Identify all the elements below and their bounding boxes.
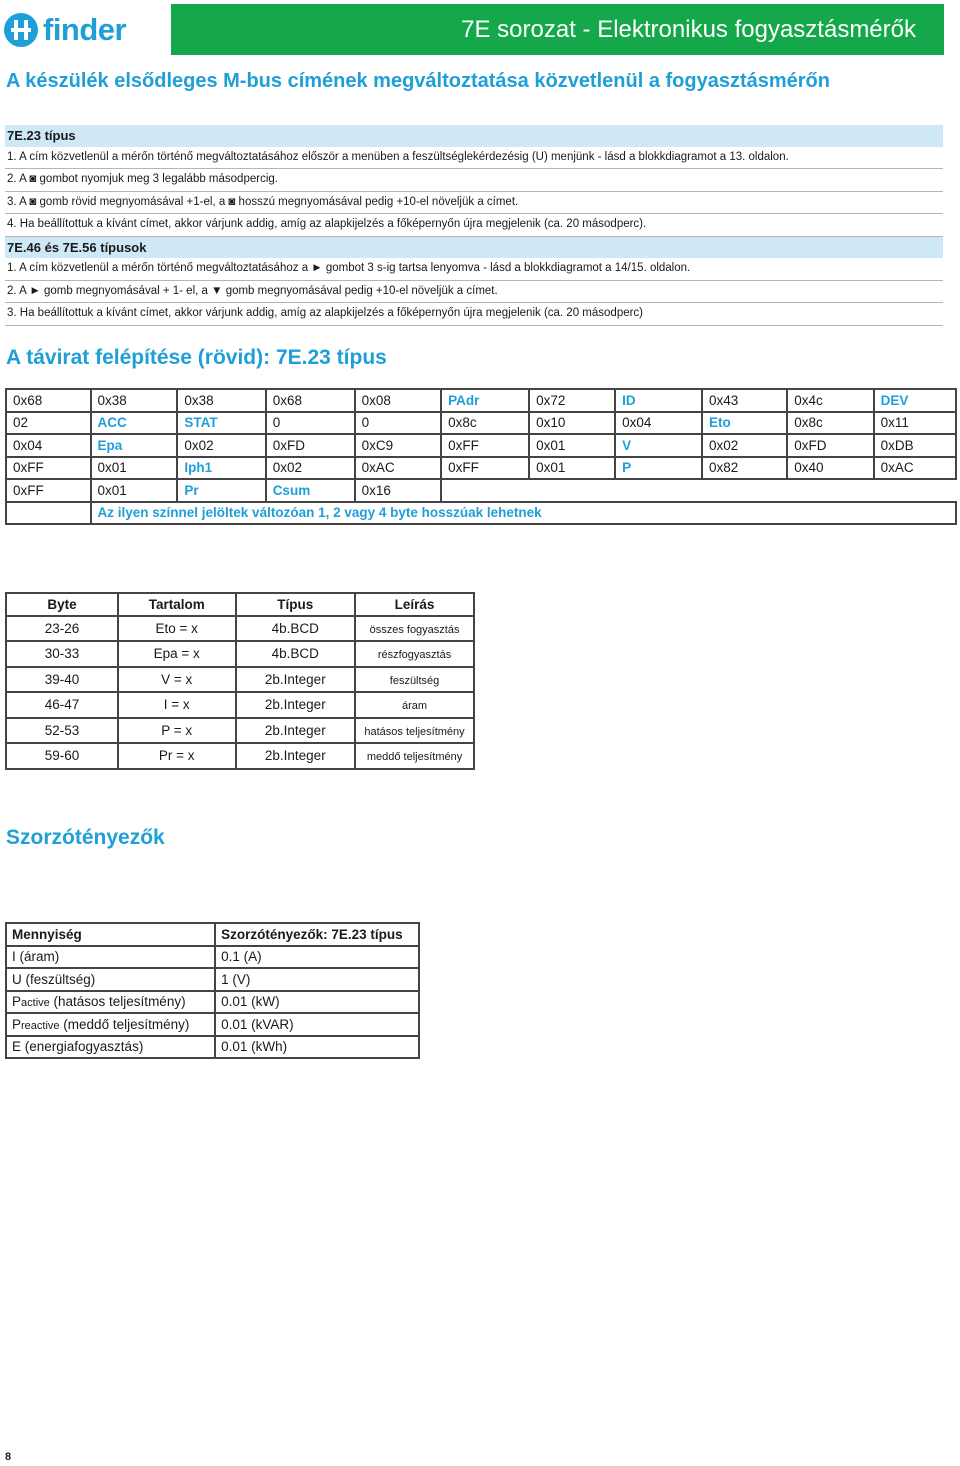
type-cell: 4b.BCD xyxy=(236,641,356,667)
quantity-cell xyxy=(6,1013,215,1036)
instructions-subheader: 7E.23 típus xyxy=(5,125,943,147)
finder-logo xyxy=(4,10,126,50)
factor-cell: 0.01 (kW) xyxy=(215,991,419,1014)
byte-cell: 23-26 xyxy=(6,616,118,642)
telegram-cell: STAT xyxy=(177,412,265,435)
telegram-cell: 0xFD xyxy=(787,434,873,457)
bytes-header-type: Típus xyxy=(236,593,356,616)
telegram-cell: 0x08 xyxy=(355,389,442,412)
description-cell: meddő teljesítmény xyxy=(355,743,474,769)
telegram-cell: 0x43 xyxy=(702,389,787,412)
telegram-cell: 0x10 xyxy=(529,412,615,435)
telegram-cell: 0x68 xyxy=(266,389,355,412)
bytes-header-description: Leírás xyxy=(355,593,474,616)
telegram-cell: DEV xyxy=(874,389,956,412)
telegram-cell: 0x01 xyxy=(91,457,178,480)
telegram-note: Az ilyen színnel jelöltek változóan 1, 2 vagy 4 byte hosszúak lehetnek xyxy=(91,502,956,525)
multiplier-row xyxy=(6,991,419,1014)
telegram-cell: 0x68 xyxy=(6,389,91,412)
telegram-cell: 0xAC xyxy=(355,457,442,480)
type-cell: 2b.Integer xyxy=(236,667,356,693)
telegram-note-row xyxy=(6,502,956,525)
content-cell: V = x xyxy=(118,667,236,693)
telegram-cell: Eto xyxy=(702,412,787,435)
telegram-cell: 0x8c xyxy=(787,412,873,435)
telegram-cell: 0xAC xyxy=(874,457,956,480)
instruction-row: 1. A cím közvetlenül a mérőn történő megváltoztatásához a ► gombot 3 s-ig tartsa lenyomva - lásd a blokkdiagramot a 14/15. oldalon. xyxy=(5,258,943,281)
type-cell: 4b.BCD xyxy=(236,616,356,642)
telegram-cell: 0x16 xyxy=(355,479,442,502)
telegram-cell: 0 xyxy=(266,412,355,435)
factor-cell: 0.1 (A) xyxy=(215,946,419,969)
telegram-table xyxy=(5,388,957,525)
mult-header-quantity: Mennyiség xyxy=(6,923,215,946)
telegram-cell: Pr xyxy=(177,479,265,502)
telegram-cell xyxy=(529,479,615,502)
instructions-list xyxy=(5,125,943,326)
telegram-cell: 0xC9 xyxy=(355,434,442,457)
byte-cell: 30-33 xyxy=(6,641,118,667)
instruction-row: 3. A ◙ gomb rövid megnyomásával +1-el, a ◙ hosszú megnyomásával pedig +10-el növeljük a címet. xyxy=(5,192,943,215)
quantity-description: (meddő teljesítmény) xyxy=(59,1016,190,1032)
telegram-note-spacer xyxy=(6,502,91,525)
telegram-cell: 0x02 xyxy=(702,434,787,457)
multiplier-row xyxy=(6,1036,419,1059)
telegram-row xyxy=(6,389,956,412)
telegram-cell: 0x04 xyxy=(6,434,91,457)
instruction-row: 1. A cím közvetlenül a mérőn történő megváltoztatásához először a menüben a feszültséglekérdezésig (U) menjünk - lásd a blokkdiagramot a 13. oldalon. xyxy=(5,147,943,170)
bytes-row xyxy=(6,692,474,718)
description-cell: áram xyxy=(355,692,474,718)
factor-cell: 0.01 (kVAR) xyxy=(215,1013,419,1036)
quantity-description: (hatásos teljesítmény) xyxy=(49,994,186,1010)
byte-cell: 39-40 xyxy=(6,667,118,693)
quantity-cell xyxy=(6,946,215,969)
telegram-cell: 0x02 xyxy=(266,457,355,480)
byte-cell: 59-60 xyxy=(6,743,118,769)
quantity-main: I (áram) xyxy=(12,949,60,965)
telegram-cell: PAdr xyxy=(441,389,529,412)
telegram-cell: 0x01 xyxy=(91,479,178,502)
header-title: 7E sorozat - Elektronikus fogyasztásmérők xyxy=(461,15,916,43)
telegram-cell xyxy=(787,479,873,502)
telegram-cell: ID xyxy=(615,389,702,412)
multiplier-row xyxy=(6,946,419,969)
description-cell: feszültség xyxy=(355,667,474,693)
content-cell: I = x xyxy=(118,692,236,718)
telegram-cell: 0x38 xyxy=(177,389,265,412)
description-cell: részfogyasztás xyxy=(355,641,474,667)
telegram-cell xyxy=(874,479,956,502)
instruction-row: 3. Ha beállítottuk a kívánt címet, akkor várjunk addig, amíg az alapkijelzés a főképernyőn újra megjelenik (ca. 20 másodperc) xyxy=(5,303,943,326)
telegram-cell: 0xFF xyxy=(441,457,529,480)
telegram-cell xyxy=(702,479,787,502)
mult-header-factor: Szorzótényezők: 7E.23 típus xyxy=(215,923,419,946)
bytes-row xyxy=(6,743,474,769)
telegram-cell: 0x01 xyxy=(529,434,615,457)
quantity-cell xyxy=(6,1036,215,1059)
multiplier-row xyxy=(6,968,419,991)
multiplier-row xyxy=(6,1013,419,1036)
factor-cell: 1 (V) xyxy=(215,968,419,991)
factor-cell: 0.01 (kWh) xyxy=(215,1036,419,1059)
bytes-row xyxy=(6,718,474,744)
telegram-cell: V xyxy=(615,434,702,457)
content-cell: P = x xyxy=(118,718,236,744)
description-cell: hatásos teljesítmény xyxy=(355,718,474,744)
instruction-row: 4. Ha beállítottuk a kívánt címet, akkor várjunk addig, amíg az alapkijelzés a főképernyőn újra megjelenik (ca. 20 másodperc). xyxy=(5,214,943,237)
description-cell: összes fogyasztás xyxy=(355,616,474,642)
type-cell: 2b.Integer xyxy=(236,743,356,769)
instructions-subheader: 7E.46 és 7E.56 típusok xyxy=(5,237,943,259)
section3-title: Szorzótényezők xyxy=(6,826,165,849)
telegram-cell: 0x02 xyxy=(177,434,265,457)
bytes-header-content: Tartalom xyxy=(118,593,236,616)
quantity-cell xyxy=(6,968,215,991)
telegram-cell: 0x40 xyxy=(787,457,873,480)
telegram-cell: Csum xyxy=(266,479,355,502)
telegram-cell: 0x8c xyxy=(441,412,529,435)
quantity-main: P xyxy=(12,994,22,1010)
content-cell: Eto = x xyxy=(118,616,236,642)
instruction-row: 2. A ◙ gombot nyomjuk meg 3 legalább másodpercig. xyxy=(5,169,943,192)
telegram-cell: 0xFF xyxy=(441,434,529,457)
finder-logo-icon xyxy=(4,13,38,47)
content-cell: Epa = x xyxy=(118,641,236,667)
bytes-row xyxy=(6,667,474,693)
quantity-main: E (energiafogyasztás) xyxy=(12,1039,144,1055)
telegram-cell: 0xDB xyxy=(874,434,956,457)
telegram-row xyxy=(6,479,956,502)
section1-title: A készülék elsődleges M-bus címének megváltoztatása közvetlenül a fogyasztásmérőn xyxy=(6,70,830,92)
bytes-table xyxy=(5,592,475,770)
telegram-cell: 02 xyxy=(6,412,91,435)
type-cell: 2b.Integer xyxy=(236,692,356,718)
telegram-cell: Iph1 xyxy=(177,457,265,480)
telegram-cell: 0x72 xyxy=(529,389,615,412)
telegram-cell xyxy=(441,479,529,502)
bytes-row xyxy=(6,641,474,667)
telegram-cell xyxy=(615,479,702,502)
header-title-band xyxy=(171,4,944,55)
type-cell: 2b.Integer xyxy=(236,718,356,744)
telegram-cell: 0x82 xyxy=(702,457,787,480)
page-number: 8 xyxy=(5,1451,12,1463)
content-cell: Pr = x xyxy=(118,743,236,769)
quantity-main: P xyxy=(12,1016,22,1032)
telegram-cell: 0 xyxy=(355,412,442,435)
telegram-cell: 0xFF xyxy=(6,479,91,502)
byte-cell: 52-53 xyxy=(6,718,118,744)
instruction-row: 2. A ► gomb megnyomásával + 1- el, a ▼ gomb megnyomásával pedig +10-el növeljük a címet. xyxy=(5,281,943,304)
telegram-cell: 0x4c xyxy=(787,389,873,412)
multiplier-table xyxy=(5,922,420,1059)
telegram-cell: 0x11 xyxy=(874,412,956,435)
telegram-row xyxy=(6,457,956,480)
telegram-cell: 0x04 xyxy=(615,412,702,435)
telegram-row xyxy=(6,412,956,435)
telegram-cell: 0x38 xyxy=(91,389,178,412)
telegram-cell: 0xFD xyxy=(266,434,355,457)
logo-text: finder xyxy=(43,12,127,47)
telegram-cell: ACC xyxy=(91,412,178,435)
telegram-cell: Epa xyxy=(91,434,178,457)
telegram-cell: P xyxy=(615,457,702,480)
bytes-header-byte: Byte xyxy=(6,593,118,616)
telegram-cell: 0xFF xyxy=(6,457,91,480)
quantity-main: U (feszültség) xyxy=(12,971,96,987)
quantity-subscript: reactive xyxy=(21,1019,60,1032)
byte-cell: 46-47 xyxy=(6,692,118,718)
telegram-cell: 0x01 xyxy=(529,457,615,480)
bytes-row xyxy=(6,616,474,642)
telegram-row xyxy=(6,434,956,457)
section2-title: A távirat felépítése (rövid): 7E.23 típus xyxy=(6,346,387,369)
quantity-cell xyxy=(6,991,215,1014)
quantity-subscript: active xyxy=(21,997,50,1010)
